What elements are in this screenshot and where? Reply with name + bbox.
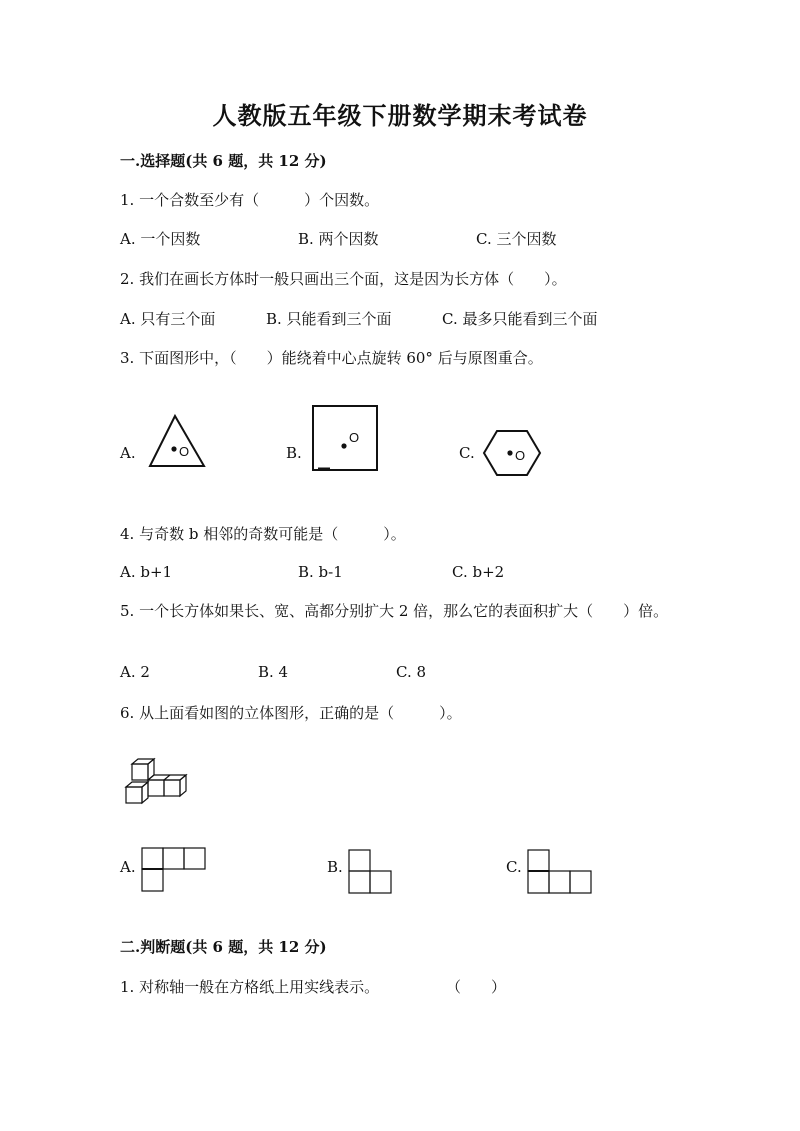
q3-center-mark-a: O	[179, 444, 190, 459]
question-6: 6. 从上面看如图的立体图形，正确的是（ ）。	[120, 704, 462, 722]
q4-option-b[interactable]: B. b-1	[298, 563, 343, 581]
q3-center-mark-b: O	[349, 430, 360, 445]
q5-option-c[interactable]: C. 8	[396, 663, 427, 681]
question-3: 3. 下面图形中，（ ）能绕着中心点旋转 60° 后与原图重合。	[120, 349, 543, 367]
hexagon-figure	[482, 429, 542, 479]
section-heading-choice: 一.选择题(共 6 题，共 12 分)	[120, 152, 327, 170]
q6-option-b[interactable]: B.	[327, 858, 343, 876]
question-5: 5. 一个长方体如果长、宽、高都分别扩大 2 倍，那么它的表面积扩大（ ）倍。	[120, 602, 669, 620]
q1-option-a[interactable]: A. 一个因数	[120, 230, 201, 248]
q4-option-a[interactable]: A. b+1	[120, 563, 173, 581]
q3-option-b[interactable]: B.	[286, 444, 302, 462]
q4-option-c[interactable]: C. b+2	[452, 563, 505, 581]
judge-question-1-answer-paren[interactable]: （ ）	[446, 978, 507, 996]
q2-option-c[interactable]: C. 最多只能看到三个面	[442, 310, 598, 328]
q2-option-b[interactable]: B. 只能看到三个面	[266, 310, 392, 328]
q6-option-c[interactable]: C.	[506, 858, 522, 876]
page-title: 人教版五年级下册数学期末考试卷	[212, 101, 588, 130]
q6-grid-c	[527, 849, 595, 895]
judge-question-1: 1. 对称轴一般在方格纸上用实线表示。	[120, 978, 380, 996]
triangle-figure	[146, 412, 208, 470]
q6-option-a[interactable]: A.	[120, 858, 136, 876]
q5-option-b[interactable]: B. 4	[258, 663, 289, 681]
question-2: 2. 我们在画长方体时一般只画出三个面，这是因为长方体（ ）。	[120, 270, 567, 288]
q6-grid-b	[348, 849, 394, 895]
q1-option-b[interactable]: B. 两个因数	[298, 230, 379, 248]
q3-option-a[interactable]: A.	[120, 444, 136, 462]
question-4: 4. 与奇数 b 相邻的奇数可能是（ ）。	[120, 525, 406, 543]
section-heading-judge: 二.判断题(共 6 题，共 12 分)	[120, 938, 327, 956]
q3-option-c[interactable]: C.	[459, 444, 475, 462]
q5-option-a[interactable]: A. 2	[120, 663, 150, 681]
q2-option-a[interactable]: A. 只有三个面	[120, 310, 216, 328]
cube-stack-figure	[124, 758, 188, 804]
question-1: 1. 一个合数至少有（ ）个因数。	[120, 191, 380, 209]
q3-center-mark-c: O	[515, 448, 526, 463]
q1-option-c[interactable]: C. 三个因数	[476, 230, 557, 248]
square-figure	[312, 405, 380, 473]
q6-grid-a	[141, 847, 207, 893]
